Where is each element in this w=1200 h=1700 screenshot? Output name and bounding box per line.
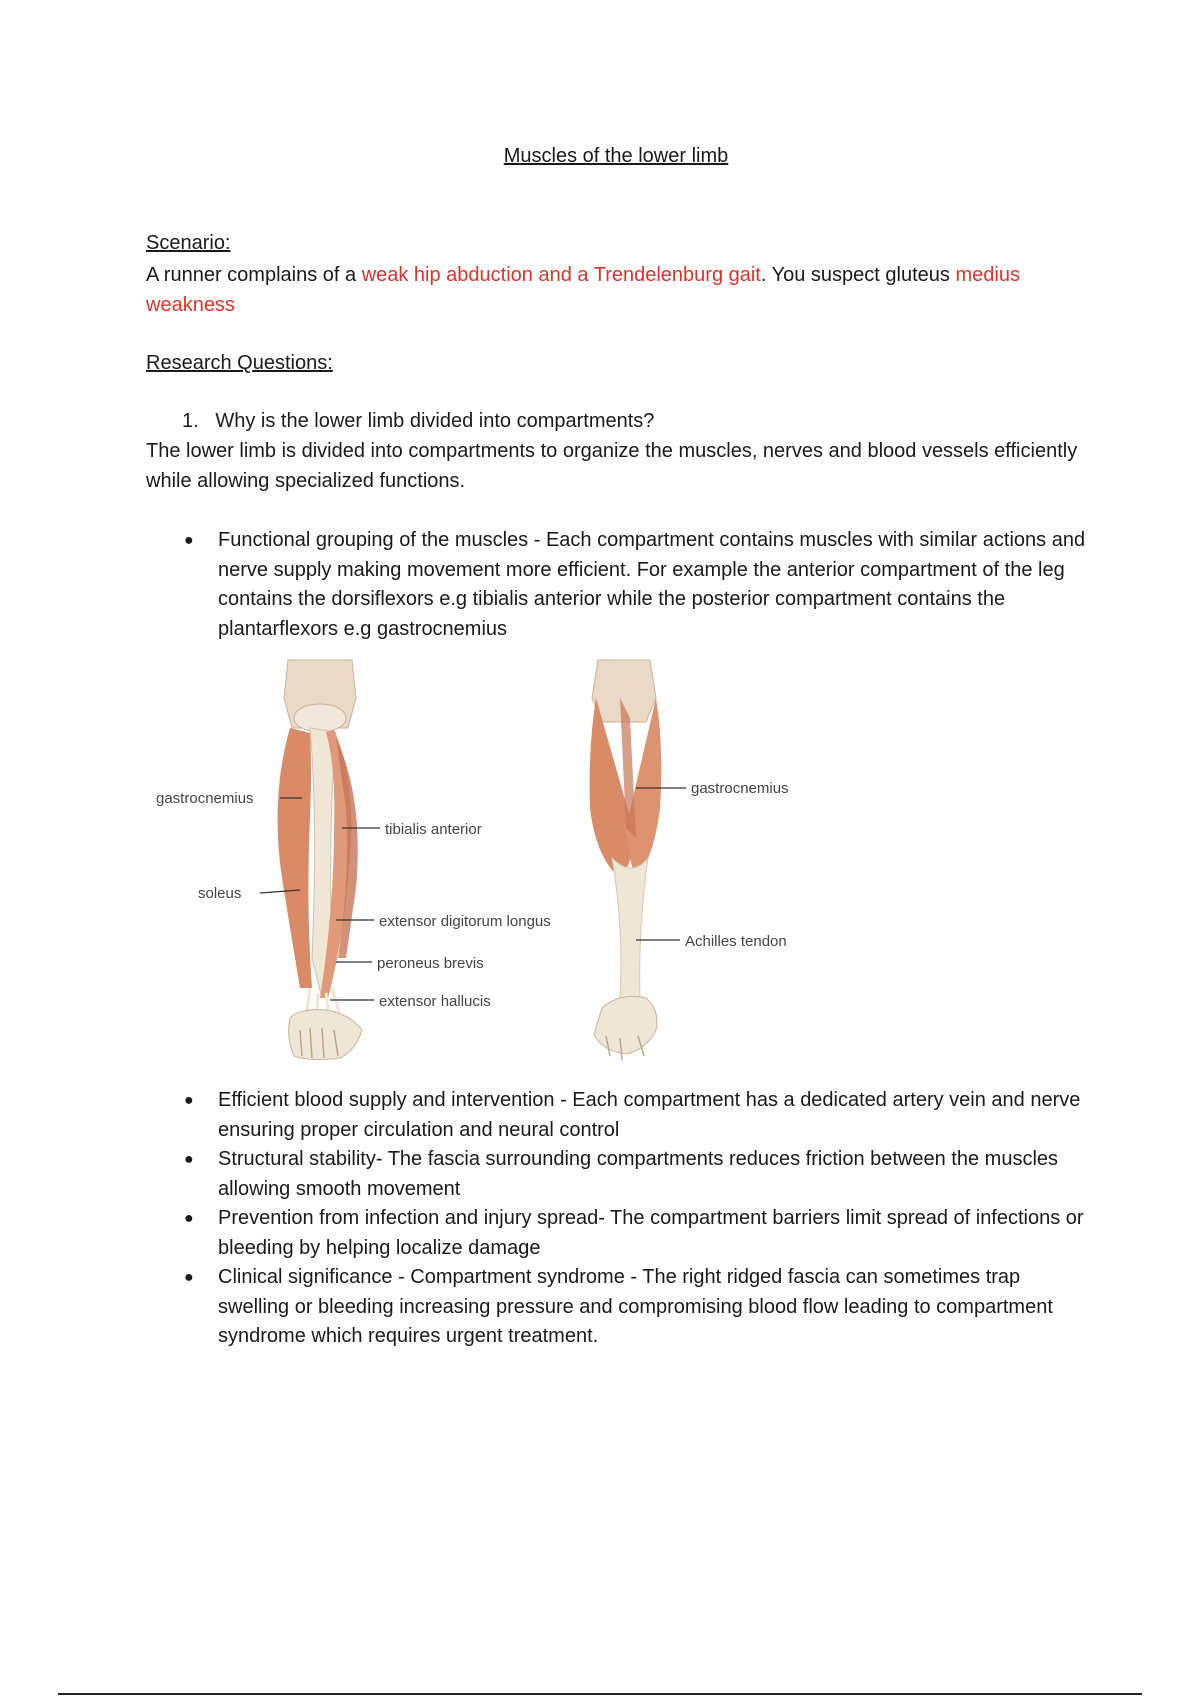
- list-item-text: Efficient blood supply and intervention - Each compartment has a dedicated artery vein and nerve ensuring proper circulation and neural control: [218, 1089, 1081, 1141]
- list-item: [146, 1263, 1086, 1352]
- list-item-text: Functional grouping of the muscles - Each compartment contains muscles with similar actions and nerve supply making movement more efficient. For example the anterior compartment of the leg contains the dorsiflexors e.g tibialis anterior while the posterior compartment contains the plantarflexors e.g gastrocnemius: [218, 529, 1086, 640]
- label-peroneus-brevis: peroneus brevis: [377, 955, 484, 972]
- list-item-text: Prevention from infection and injury spread- The compartment barriers limit spread of infections or bleeding by helping localize damage: [218, 1207, 1084, 1259]
- label-extensor-digitorum-longus: extensor digitorum longus: [379, 913, 551, 930]
- label-soleus: soleus: [198, 885, 242, 902]
- scenario-text: [146, 260, 1086, 320]
- label-tibialis-anterior: tibialis anterior: [385, 821, 482, 838]
- list-item: [146, 1204, 1086, 1263]
- bullet-icon: ●: [184, 1210, 194, 1227]
- label-gastrocnemius-right: gastrocnemius: [691, 780, 789, 797]
- list-item-text: Clinical significance - Compartment syndrome - The right ridged fascia can sometimes trap swelling or bleeding increasing pressure and compromising blood flow leading to compartment syndrome which requires urgent treatment.: [218, 1266, 1053, 1347]
- bullet-list-bottom: [146, 1086, 1086, 1352]
- question-1: [182, 410, 654, 433]
- research-heading: Research Questions:: [146, 352, 333, 374]
- scenario-text-start: A runner complains of a: [146, 264, 362, 286]
- page-title: Muscles of the lower limb: [503, 145, 729, 167]
- scenario-text-mid: . You suspect gluteus: [760, 264, 956, 286]
- list-item: [146, 1086, 1086, 1145]
- answer-text: The lower limb is divided into compartments to organize the muscles, nerves and blood vessels efficiently while allowing specialized functions.: [146, 440, 1078, 492]
- leg-diagram: [150, 658, 850, 1068]
- bullet-icon: ●: [184, 1092, 194, 1109]
- label-extensor-hallucis: extensor hallucis: [379, 993, 491, 1010]
- scenario-highlight-2: medius weakness: [146, 264, 1020, 316]
- list-item: [146, 526, 1086, 644]
- question-number: 1.: [182, 410, 199, 432]
- bullet-icon: ●: [184, 1269, 194, 1286]
- posterior-leg-illustration: [590, 660, 662, 1060]
- label-gastrocnemius-left: gastrocnemius: [156, 790, 254, 807]
- bottom-divider: [58, 1693, 1142, 1695]
- scenario-heading: Scenario:: [146, 232, 231, 254]
- label-achilles-tendon: Achilles tendon: [685, 933, 787, 950]
- question-text: Why is the lower limb divided into compartments?: [215, 410, 655, 432]
- bullet-icon: ●: [184, 1151, 194, 1168]
- bullet-icon: ●: [184, 532, 194, 549]
- list-item-text: Structural stability- The fascia surrounding compartments reduces friction between the muscles allowing smooth movement: [218, 1148, 1059, 1200]
- scenario-highlight-1: weak hip abduction and a Trendelenburg gait: [361, 264, 761, 286]
- bullet-list-top: [146, 526, 1086, 644]
- list-item: [146, 1145, 1086, 1204]
- leg-anatomy-figure: [150, 658, 850, 1068]
